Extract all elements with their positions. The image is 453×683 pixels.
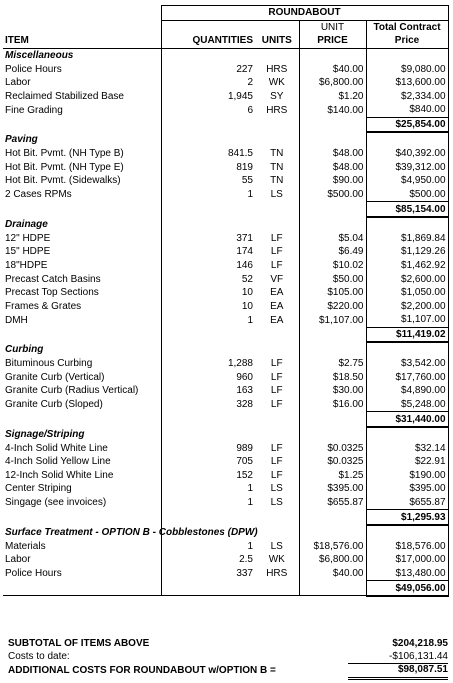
total-cell: $32.14 bbox=[366, 441, 448, 455]
quantity-cell: 1 bbox=[161, 540, 255, 554]
total-cell: $655.87 bbox=[366, 496, 448, 510]
summary-costs-row bbox=[8, 651, 448, 664]
item-cell: Hot Bit. Pvmt. (Sidewalks) bbox=[5, 175, 121, 187]
quantity-cell: 819 bbox=[161, 161, 255, 175]
table-row bbox=[3, 299, 448, 313]
units-cell: LS bbox=[270, 540, 283, 552]
cost-table bbox=[3, 5, 449, 597]
unit-price-cell: $0.0325 bbox=[299, 455, 366, 469]
units-cell: EA bbox=[270, 300, 284, 312]
item-cell: DMH bbox=[5, 314, 28, 326]
unit-price-cell: $1,107.00 bbox=[299, 313, 366, 327]
subtotal-row bbox=[3, 327, 448, 342]
item-header: ITEM bbox=[3, 34, 161, 48]
item-cell: Labor bbox=[5, 77, 31, 89]
units-cell: HRS bbox=[266, 568, 288, 580]
unit-price-cell: $5.04 bbox=[299, 232, 366, 246]
unit-price-cell: $40.00 bbox=[299, 567, 366, 581]
header-row-1 bbox=[3, 20, 448, 34]
total-cell: $395.00 bbox=[366, 482, 448, 496]
item-cell: 2 Cases RPMs bbox=[5, 189, 72, 201]
quantity-cell: 10 bbox=[161, 286, 255, 300]
item-cell: 12-Inch Solid White Line bbox=[5, 469, 114, 481]
item-cell: Frames & Grates bbox=[5, 300, 82, 312]
total-cell: $500.00 bbox=[366, 188, 448, 202]
units-cell: LF bbox=[270, 371, 283, 383]
total-header: Price bbox=[366, 34, 448, 48]
section-title: Curbing bbox=[5, 344, 44, 356]
total-cell: $17,760.00 bbox=[366, 370, 448, 384]
table-row bbox=[3, 357, 448, 371]
unit-price-cell: $30.00 bbox=[299, 384, 366, 398]
section-subtotal: $49,056.00 bbox=[366, 581, 448, 596]
unit-price-cell: $220.00 bbox=[299, 299, 366, 313]
units-cell: WK bbox=[268, 554, 285, 566]
units-cell: LF bbox=[270, 469, 283, 481]
section-title-row bbox=[3, 427, 448, 442]
total-cell: $190.00 bbox=[366, 469, 448, 483]
section-title-row bbox=[3, 48, 448, 62]
unit-price-cell: $6,800.00 bbox=[299, 553, 366, 567]
roundabout-header: ROUNDABOUT bbox=[161, 6, 448, 21]
item-cell: 4-Inch Solid White Line bbox=[5, 442, 108, 454]
units-cell: LS bbox=[270, 189, 283, 201]
section-subtotal: $1,295.93 bbox=[366, 510, 448, 525]
units-cell: EA bbox=[270, 314, 284, 326]
unit-price-cell: $395.00 bbox=[299, 482, 366, 496]
total-cell: $1,869.84 bbox=[366, 232, 448, 246]
table-row bbox=[3, 286, 448, 300]
item-cell: Fine Grading bbox=[5, 104, 63, 116]
units-cell: TN bbox=[270, 175, 284, 187]
section-title-row bbox=[3, 342, 448, 357]
section-subtotal: $11,419.02 bbox=[366, 327, 448, 342]
unit-price-header-top: UNIT bbox=[299, 20, 366, 34]
table-row bbox=[3, 76, 448, 90]
unit-price-cell: $6,800.00 bbox=[299, 76, 366, 90]
total-cell: $9,080.00 bbox=[366, 62, 448, 76]
units-cell: LF bbox=[270, 246, 283, 258]
total-cell: $4,890.00 bbox=[366, 384, 448, 398]
total-cell: $1,129.26 bbox=[366, 245, 448, 259]
quantity-cell: 989 bbox=[161, 441, 255, 455]
table-row bbox=[3, 455, 448, 469]
quantity-cell: 1 bbox=[161, 188, 255, 202]
unit-price-cell: $105.00 bbox=[299, 286, 366, 300]
table-row bbox=[3, 384, 448, 398]
quantity-cell: 2 bbox=[161, 76, 255, 90]
units-cell: EA bbox=[270, 287, 284, 299]
units-cell: HRS bbox=[266, 104, 288, 116]
subtotal-row bbox=[3, 412, 448, 427]
item-cell: Singage (see invoices) bbox=[5, 497, 107, 509]
table-row bbox=[3, 147, 448, 161]
quantity-cell: 841.5 bbox=[161, 147, 255, 161]
quantity-cell: 152 bbox=[161, 469, 255, 483]
quantity-cell: 337 bbox=[161, 567, 255, 581]
units-cell: HRS bbox=[266, 63, 288, 75]
additional-label: ADDITIONAL COSTS FOR ROUNDABOUT w/OPTION B = bbox=[8, 664, 276, 676]
unit-price-cell: $90.00 bbox=[299, 174, 366, 188]
units-cell: SY bbox=[270, 90, 284, 102]
total-cell: $1,050.00 bbox=[366, 286, 448, 300]
total-cell: $18,576.00 bbox=[366, 540, 448, 554]
unit-price-cell: $0.0325 bbox=[299, 441, 366, 455]
unit-price-cell: $10.02 bbox=[299, 259, 366, 273]
quantity-cell: 1 bbox=[161, 496, 255, 510]
quantities-header: QUANTITIES bbox=[161, 34, 255, 48]
units-cell: LS bbox=[270, 483, 283, 495]
header-row-2 bbox=[3, 34, 448, 48]
total-header-top: Total Contract bbox=[366, 20, 448, 34]
unit-price-cell: $1.25 bbox=[299, 469, 366, 483]
table-row bbox=[3, 188, 448, 202]
table-row bbox=[3, 245, 448, 259]
table-row bbox=[3, 553, 448, 567]
total-cell: $3,542.00 bbox=[366, 357, 448, 371]
total-cell: $1,462.92 bbox=[366, 259, 448, 273]
item-cell: Materials bbox=[5, 540, 46, 552]
quantity-cell: 6 bbox=[161, 103, 255, 117]
units-cell: LF bbox=[270, 358, 283, 370]
unit-price-cell: $18,576.00 bbox=[299, 540, 366, 554]
section-subtotal: $25,854.00 bbox=[366, 117, 448, 132]
table-row bbox=[3, 496, 448, 510]
units-cell: LF bbox=[270, 232, 283, 244]
units-cell: TN bbox=[270, 148, 284, 160]
quantity-cell: 1 bbox=[161, 313, 255, 327]
item-cell: Labor bbox=[5, 554, 31, 566]
costs-value: -$106,131.44 bbox=[348, 651, 448, 664]
unit-price-cell: $50.00 bbox=[299, 272, 366, 286]
subtotal-row bbox=[3, 117, 448, 132]
table-row bbox=[3, 62, 448, 76]
table-row bbox=[3, 103, 448, 117]
quantity-cell: 705 bbox=[161, 455, 255, 469]
quantity-cell: 960 bbox=[161, 370, 255, 384]
total-cell: $4,950.00 bbox=[366, 174, 448, 188]
quantity-cell: 1 bbox=[161, 482, 255, 496]
units-cell: LF bbox=[270, 385, 283, 397]
section-title: Drainage bbox=[5, 218, 48, 230]
quantity-cell: 146 bbox=[161, 259, 255, 273]
unit-price-header: PRICE bbox=[299, 34, 366, 48]
total-cell: $13,600.00 bbox=[366, 76, 448, 90]
item-cell: Police Hours bbox=[5, 63, 62, 75]
unit-price-cell: $40.00 bbox=[299, 62, 366, 76]
units-cell: LS bbox=[270, 497, 283, 509]
quantity-cell: 227 bbox=[161, 62, 255, 76]
costs-label: Costs to date: bbox=[8, 651, 70, 662]
item-cell: Precast Catch Basins bbox=[5, 273, 101, 285]
quantity-cell: 328 bbox=[161, 398, 255, 412]
units-cell: LF bbox=[270, 399, 283, 411]
total-cell: $2,600.00 bbox=[366, 272, 448, 286]
total-cell: $840.00 bbox=[366, 103, 448, 117]
table-row bbox=[3, 441, 448, 455]
table-row bbox=[3, 272, 448, 286]
quantity-cell: 10 bbox=[161, 299, 255, 313]
total-cell: $40,392.00 bbox=[366, 147, 448, 161]
item-cell: Granite Curb (Vertical) bbox=[5, 371, 105, 383]
section-subtotal: $31,440.00 bbox=[366, 412, 448, 427]
section-title: Surface Treatment - OPTION B - Cobblestones (DPW) bbox=[5, 526, 258, 538]
quantity-cell: 1,945 bbox=[161, 90, 255, 104]
section-title-row bbox=[3, 217, 448, 232]
quantity-cell: 163 bbox=[161, 384, 255, 398]
section-subtotal: $85,154.00 bbox=[366, 202, 448, 217]
units-cell: WK bbox=[268, 77, 285, 89]
section-title: Signage/Striping bbox=[5, 428, 85, 440]
unit-price-cell: $500.00 bbox=[299, 188, 366, 202]
additional-value: $98,087.51 bbox=[348, 664, 448, 679]
unit-price-cell: $2.75 bbox=[299, 357, 366, 371]
subtotal-value: $204,218.95 bbox=[392, 638, 448, 650]
item-cell: Police Hours bbox=[5, 568, 62, 580]
section-title: Miscellaneous bbox=[5, 50, 74, 62]
total-cell: $2,200.00 bbox=[366, 299, 448, 313]
header-row-roundabout bbox=[3, 6, 448, 21]
unit-price-cell: $1.20 bbox=[299, 90, 366, 104]
quantity-cell: 174 bbox=[161, 245, 255, 259]
table-row bbox=[3, 482, 448, 496]
table-row bbox=[3, 232, 448, 246]
item-cell: Granite Curb (Sloped) bbox=[5, 399, 103, 411]
item-cell: 15" HDPE bbox=[5, 246, 51, 258]
unit-price-cell: $48.00 bbox=[299, 147, 366, 161]
item-cell: Center Striping bbox=[5, 483, 72, 495]
item-cell: Precast Top Sections bbox=[5, 287, 99, 299]
item-cell: Bituminous Curbing bbox=[5, 358, 93, 370]
quantity-cell: 52 bbox=[161, 272, 255, 286]
total-cell: $13,480.00 bbox=[366, 567, 448, 581]
item-cell: 12" HDPE bbox=[5, 232, 51, 244]
unit-price-cell: $18.50 bbox=[299, 370, 366, 384]
quantity-cell: 371 bbox=[161, 232, 255, 246]
item-cell: Reclaimed Stabilized Base bbox=[5, 90, 124, 102]
units-cell: LF bbox=[270, 259, 283, 271]
unit-price-cell: $16.00 bbox=[299, 398, 366, 412]
subtotal-row bbox=[3, 581, 448, 596]
quantity-cell: 2.5 bbox=[161, 553, 255, 567]
units-header: UNITS bbox=[255, 34, 299, 48]
table-row bbox=[3, 90, 448, 104]
total-cell: $39,312.00 bbox=[366, 161, 448, 175]
table-row bbox=[3, 567, 448, 581]
item-cell: Hot Bit. Pvmt. (NH Type E) bbox=[5, 161, 124, 173]
unit-price-cell: $140.00 bbox=[299, 103, 366, 117]
table-row bbox=[3, 469, 448, 483]
units-cell: VF bbox=[270, 273, 284, 285]
table-row bbox=[3, 161, 448, 175]
total-cell: $5,248.00 bbox=[366, 398, 448, 412]
table-row bbox=[3, 174, 448, 188]
section-title-row bbox=[3, 525, 448, 540]
quantity-cell: 55 bbox=[161, 174, 255, 188]
unit-price-cell: $655.87 bbox=[299, 496, 366, 510]
summary-subtotal-row bbox=[8, 638, 448, 651]
unit-price-cell: $6.49 bbox=[299, 245, 366, 259]
table-row bbox=[3, 370, 448, 384]
subtotal-label: SUBTOTAL OF ITEMS ABOVE bbox=[8, 638, 150, 650]
units-cell: LF bbox=[270, 456, 283, 468]
item-cell: 4-Inch Solid Yellow Line bbox=[5, 456, 111, 468]
total-cell: $17,000.00 bbox=[366, 553, 448, 567]
summary-table bbox=[8, 638, 448, 680]
total-cell: $1,107.00 bbox=[366, 313, 448, 327]
summary-additional-row bbox=[8, 664, 448, 679]
item-cell: 18"HDPE bbox=[5, 259, 48, 271]
item-cell: Hot Bit. Pvmt. (NH Type B) bbox=[5, 148, 124, 160]
table-row bbox=[3, 313, 448, 327]
section-title: Paving bbox=[5, 134, 38, 146]
quantity-cell: 1,288 bbox=[161, 357, 255, 371]
table-row bbox=[3, 259, 448, 273]
units-cell: LF bbox=[270, 442, 283, 454]
total-cell: $22.91 bbox=[366, 455, 448, 469]
total-cell: $2,334.00 bbox=[366, 90, 448, 104]
unit-price-cell: $48.00 bbox=[299, 161, 366, 175]
section-title-row bbox=[3, 132, 448, 147]
units-cell: TN bbox=[270, 161, 284, 173]
subtotal-row bbox=[3, 202, 448, 217]
table-row bbox=[3, 398, 448, 412]
subtotal-row bbox=[3, 510, 448, 525]
item-cell: Granite Curb (Radius Vertical) bbox=[5, 385, 139, 397]
table-row bbox=[3, 540, 448, 554]
